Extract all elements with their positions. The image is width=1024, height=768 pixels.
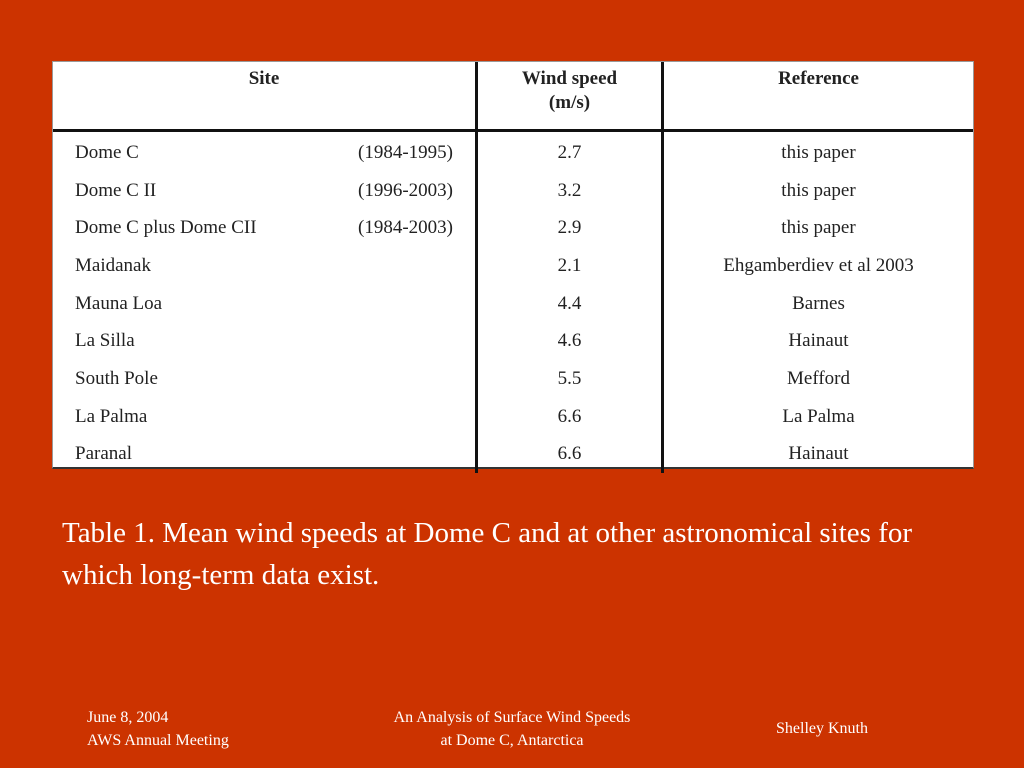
cell-reference: this paper <box>663 209 974 247</box>
header-wind-speed <box>477 62 663 131</box>
cell-reference: this paper <box>663 131 974 172</box>
cell-wind-speed: 3.2 <box>477 172 663 210</box>
wind-speed-table <box>53 62 973 473</box>
site-name: Mauna Loa <box>75 292 163 314</box>
footer-title-line1: An Analysis of Surface Wind Speeds <box>393 709 631 726</box>
table-row <box>53 360 973 398</box>
site-name: South Pole <box>75 367 158 389</box>
cell-reference: Barnes <box>663 285 974 323</box>
cell-site <box>53 436 477 474</box>
cell-site <box>53 209 477 247</box>
header-reference: Reference <box>663 62 974 131</box>
footer-author: Shelley Knuth <box>776 720 868 737</box>
footer-date: June 8, 2004 <box>87 709 169 726</box>
cell-reference: La Palma <box>663 398 974 436</box>
wind-speed-table-container <box>52 61 974 469</box>
table-row <box>53 247 973 285</box>
header-wind-speed-unit: (m/s) <box>548 92 591 113</box>
table-row <box>53 172 973 210</box>
footer-meeting: AWS Annual Meeting <box>87 732 229 749</box>
site-name: Maidanak <box>75 254 151 276</box>
site-name: Dome C II <box>75 179 157 201</box>
table-body <box>53 131 973 474</box>
cell-reference: Ehgamberdiev et al 2003 <box>663 247 974 285</box>
cell-site <box>53 131 477 172</box>
site-name: La Silla <box>75 330 135 352</box>
table-row <box>53 322 973 360</box>
cell-wind-speed: 4.4 <box>477 285 663 323</box>
cell-site <box>53 285 477 323</box>
cell-reference: Hainaut <box>663 322 974 360</box>
footer-presentation-title <box>352 706 672 752</box>
cell-site <box>53 322 477 360</box>
cell-wind-speed: 2.7 <box>477 131 663 172</box>
site-name: Paranal <box>75 443 132 465</box>
site-period: (1984-1995) <box>358 141 453 163</box>
cell-site <box>53 172 477 210</box>
cell-wind-speed: 2.9 <box>477 209 663 247</box>
cell-reference: Mefford <box>663 360 974 398</box>
site-name: Dome C <box>75 141 139 163</box>
cell-reference: Hainaut <box>663 436 974 474</box>
table-caption: Table 1. Mean wind speeds at Dome C and at other astronomical sites for which long-term data exist. <box>62 517 913 591</box>
header-site: Site <box>53 62 477 131</box>
table-row <box>53 209 973 247</box>
cell-site <box>53 247 477 285</box>
cell-site <box>53 398 477 436</box>
cell-site <box>53 360 477 398</box>
footer-date-meeting <box>87 706 229 752</box>
site-name: Dome C plus Dome CII <box>75 217 257 239</box>
table-row <box>53 398 973 436</box>
site-period: (1996-2003) <box>358 179 453 201</box>
cell-wind-speed: 6.6 <box>477 436 663 474</box>
cell-wind-speed: 6.6 <box>477 398 663 436</box>
cell-wind-speed: 2.1 <box>477 247 663 285</box>
table-row <box>53 131 973 172</box>
cell-wind-speed: 4.6 <box>477 322 663 360</box>
cell-reference: this paper <box>663 172 974 210</box>
site-name: La Palma <box>75 405 148 427</box>
footer-title-line2: at Dome C, Antarctica <box>440 732 584 749</box>
site-period: (1984-2003) <box>358 217 453 239</box>
table-header-row <box>53 62 973 131</box>
cell-wind-speed: 5.5 <box>477 360 663 398</box>
table-row <box>53 436 973 474</box>
table-row <box>53 285 973 323</box>
header-wind-speed-label: Wind speed <box>521 68 618 89</box>
